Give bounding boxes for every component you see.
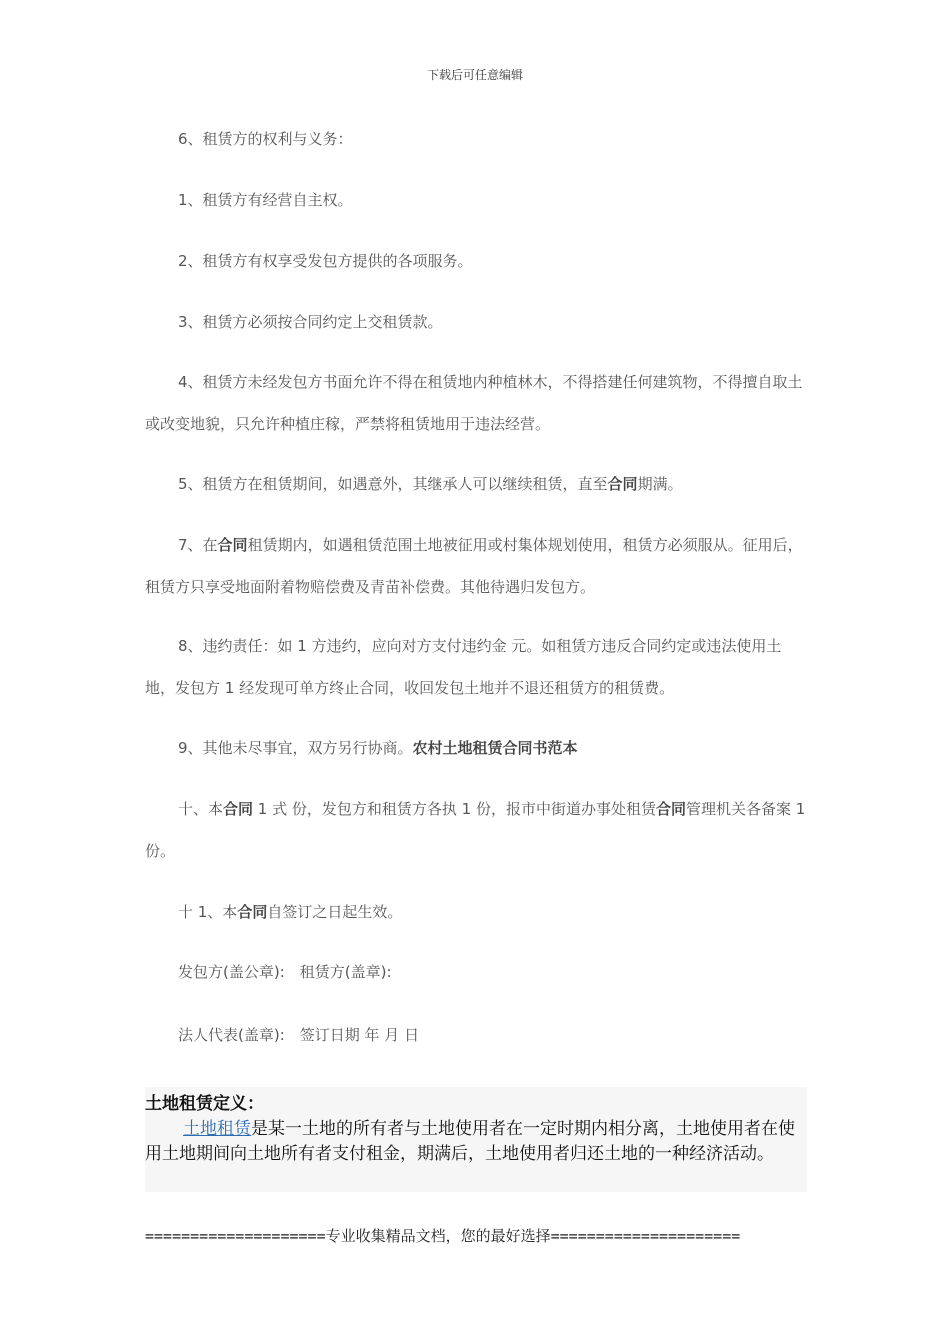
- section-8: 8、违约责任：如 1 方违约，应向对方支付违约金 元。如租赁方违反合同约定或违法使用土地，发包方 1 经发现可单方终止合同，收回发包土地并不退还租赁方的租赁费。: [145, 637, 782, 697]
- contract-keyword: 合同: [217, 536, 248, 554]
- definition-text: [145, 1117, 807, 1167]
- section-7-text-end: 租赁期内，如遇租赁范围土地被征用或村集体规划使用，租赁方必须服从。征用后，租赁方只享受地面附着物赔偿费及青苗补偿费。其他待遇归发包方。: [145, 536, 803, 596]
- section-7-text: 7、在: [178, 536, 218, 554]
- section-10-text: 十、本: [178, 800, 224, 818]
- clause-5: [145, 463, 807, 505]
- land-lease-link[interactable]: 土地租赁: [183, 1119, 251, 1139]
- clause-5-text: 5、租赁方在租赁期间，如遇意外，其继承人可以继续租赁，直至: [178, 475, 608, 493]
- page-footer: ====================专业收集精品文档，您的最好选择=====================: [145, 1227, 741, 1245]
- contract-keyword: 合同: [223, 800, 254, 818]
- definition-title: 土地租赁定义：: [145, 1094, 264, 1114]
- section-9: [145, 727, 807, 769]
- clause-1: 1、租赁方有经营自主权。: [178, 191, 353, 209]
- contract-keyword: 合同: [655, 800, 686, 818]
- section-9-text: 9、其他未尽事宜，双方另行协商。: [178, 739, 413, 757]
- page-header: 下载后可任意编辑: [426, 68, 523, 82]
- section-7: [145, 524, 807, 608]
- section-11: [145, 891, 807, 933]
- section-10-text-mid: 1 式 份，发包方和租赁方各执 1 份，报市中街道办事处租赁: [253, 800, 656, 818]
- clause-5-text-end: 期满。: [637, 475, 683, 493]
- contract-keyword: 合同: [237, 903, 268, 921]
- section-11-text-end: 自签订之日起生效。: [267, 903, 403, 921]
- clause-3: 3、租赁方必须按合同约定上交租赁款。: [178, 313, 443, 331]
- section-11-text: 十 1、本: [178, 903, 238, 921]
- section-10-text-end: 管理机关各备案 1 份。: [145, 800, 806, 860]
- section-10: [145, 788, 807, 872]
- contract-keyword: 合同: [607, 475, 638, 493]
- signature-line-date: 法人代表(盖章): 签订日期 年 月 日: [178, 1026, 420, 1044]
- definition-body: 是某一土地的所有者与土地使用者在一定时期内相分离，土地使用者在使用土地期间向土地所有者支付租金，期满后，土地使用者归还土地的一种经济活动。: [145, 1119, 795, 1164]
- document-title-inline: 农村土地租赁合同书范本: [412, 739, 578, 757]
- clause-4: 4、租赁方未经发包方书面允许不得在租赁地内种植林木，不得搭建任何建筑物，不得擅自取土或改变地貌，只允许种植庄稼，严禁将租赁地用于违法经营。: [145, 373, 803, 433]
- clause-2: 2、租赁方有权享受发包方提供的各项服务。: [178, 252, 473, 270]
- signature-line-parties: 发包方(盖公章): 租赁方(盖章):: [178, 963, 392, 981]
- section-6-heading: 6、租赁方的权利与义务：: [178, 130, 353, 148]
